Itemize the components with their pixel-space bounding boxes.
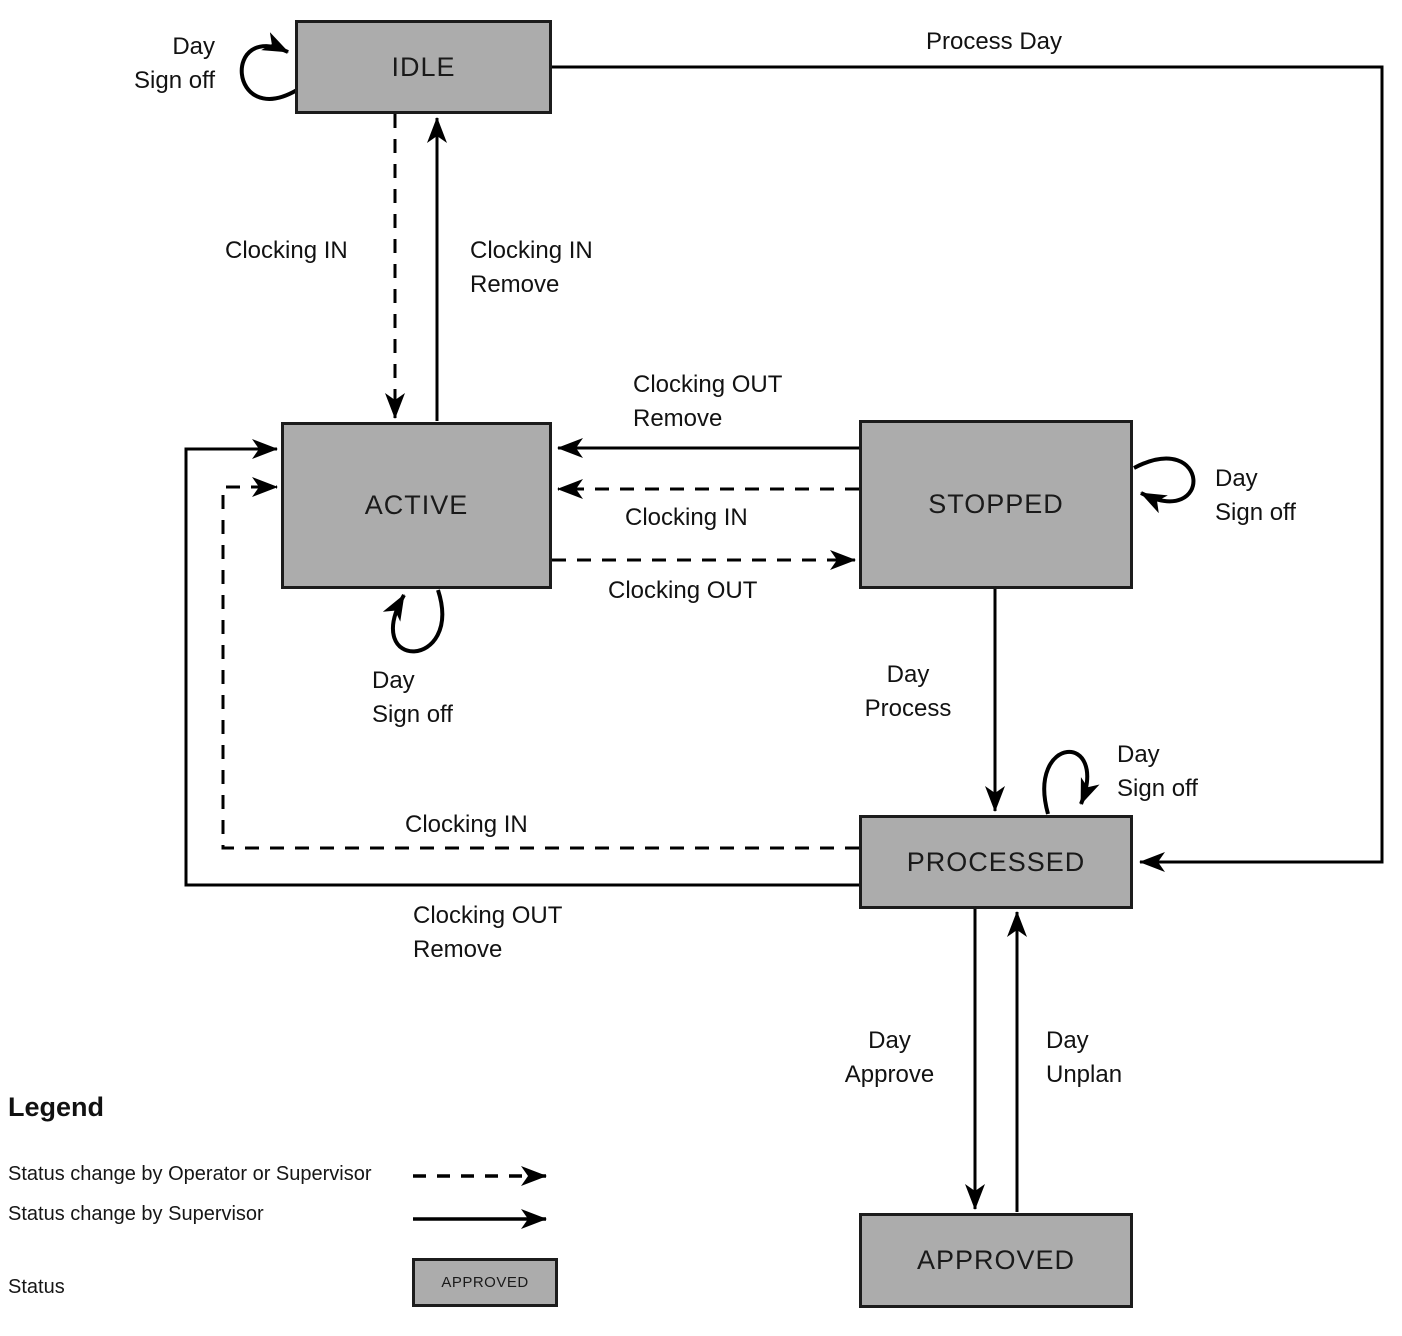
day-process-label: Day Process xyxy=(864,661,952,722)
state-idle xyxy=(295,20,552,114)
legend-status-box-label: APPROVED xyxy=(441,1274,529,1291)
state-idle-label: IDLE xyxy=(391,51,456,82)
day-approve-label: Day Approve xyxy=(844,1027,935,1088)
state-approved-label: APPROVED xyxy=(916,1245,1076,1275)
day-unplan-label: Day Unplan xyxy=(1046,1027,1123,1088)
clocking-in-down-label: Clocking IN xyxy=(225,237,348,264)
legend-status-box-sample xyxy=(412,1258,558,1307)
clocking-out-remove-left-label: Clocking OUT Remove xyxy=(633,371,783,432)
state-active xyxy=(281,422,552,589)
legend-title: Legend xyxy=(8,1092,105,1122)
active-self-loop-label: Day Sign off xyxy=(372,667,453,728)
clocking-in-left-label: Clocking IN xyxy=(625,504,748,531)
active-self-loop xyxy=(393,590,442,651)
legend-item-supervisor: Status change by Supervisor xyxy=(8,1203,264,1225)
clocking-in-feedback-label: Clocking IN xyxy=(405,811,528,838)
clocking-out-remove-feedback-label: Clocking OUT Remove xyxy=(413,902,563,963)
stopped-self-loop xyxy=(1134,459,1193,502)
clocking-out-right-label: Clocking OUT xyxy=(608,577,758,604)
state-active-label: ACTIVE xyxy=(364,490,469,520)
legend-item-status: Status xyxy=(8,1276,65,1298)
processed-self-loop-label: Day Sign off xyxy=(1117,741,1198,802)
legend-item-operator-supervisor: Status change by Operator or Supervisor xyxy=(8,1163,372,1185)
state-stopped xyxy=(859,420,1133,589)
idle-self-loop-label: Day Sign off xyxy=(134,33,215,94)
stopped-self-loop-label: Day Sign off xyxy=(1215,465,1296,526)
idle-self-loop xyxy=(242,46,297,99)
process-day-label: Process Day xyxy=(925,28,1063,55)
processed-self-loop xyxy=(1044,752,1087,814)
state-approved xyxy=(859,1213,1133,1308)
state-processed-label: PROCESSED xyxy=(906,846,1086,877)
state-stopped-label: STOPPED xyxy=(928,489,1064,519)
state-processed xyxy=(859,815,1133,909)
clocking-in-remove-up-label: Clocking IN Remove xyxy=(470,237,593,298)
